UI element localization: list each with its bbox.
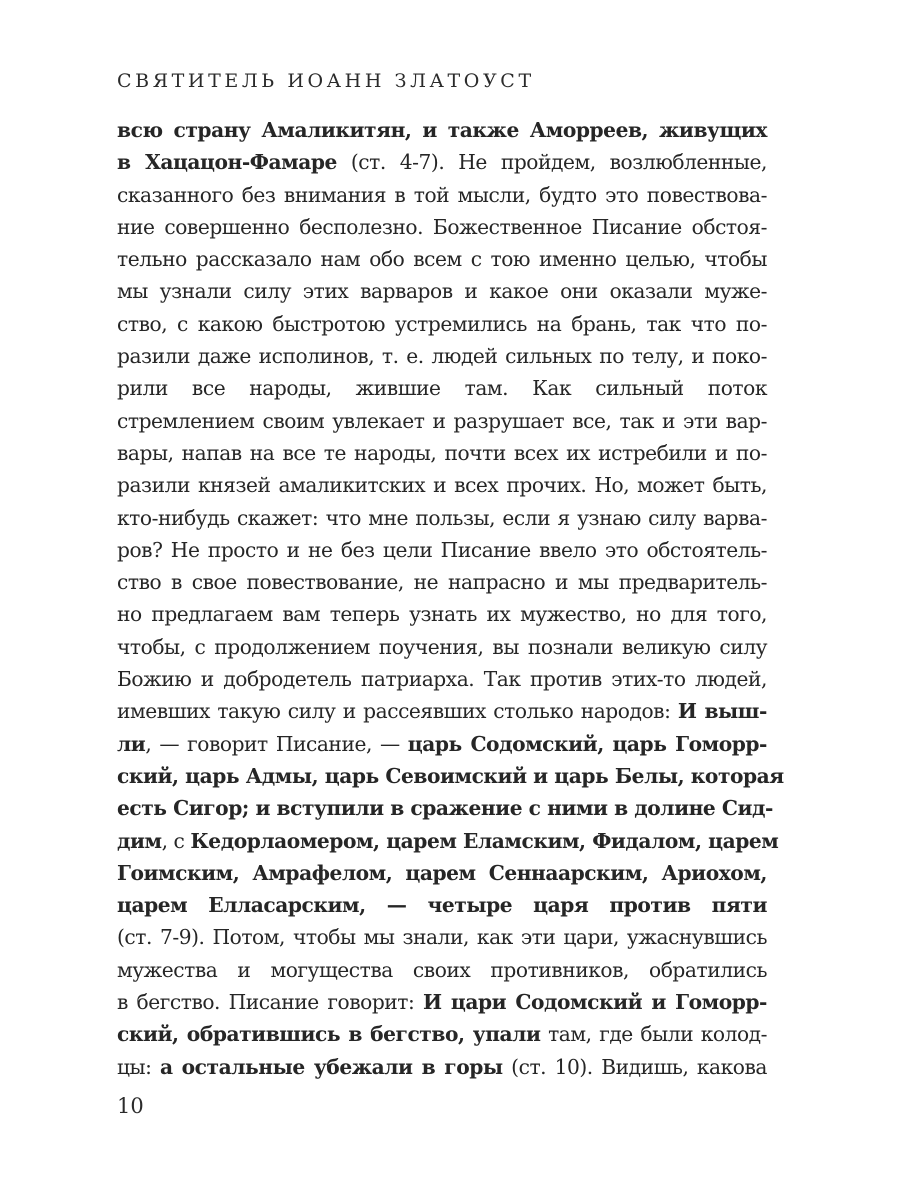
text-run: мы узнали силу этих варваров и какое они оказали муже- xyxy=(117,279,767,304)
text-line xyxy=(117,243,767,275)
text-line xyxy=(117,372,767,404)
text-line xyxy=(117,1018,767,1050)
text-run: тельно рассказало нам обо всем с тою именно целью, чтобы xyxy=(117,247,767,272)
text-run: стремлением своим увлекает и разрушает все, так и эти вар- xyxy=(117,408,767,433)
text-line xyxy=(117,760,784,792)
text-line xyxy=(117,566,767,598)
bold-scripture-quote: всю страну Амаликитян, и также Аморреев, живущих xyxy=(117,118,767,142)
text-line xyxy=(117,728,767,760)
text-run: но предлагаем вам теперь узнать их мужество, но для того, xyxy=(117,602,767,627)
text-run: Божию и добродетель патриарха. Так против этих-то людей, xyxy=(117,667,767,692)
text-run: ров? Не просто и не без цели Писание ввело это обстоятель- xyxy=(117,537,767,562)
text-line xyxy=(117,405,767,437)
text-line xyxy=(117,921,767,953)
text-run: рили все народы, жившие там. Как сильный поток xyxy=(117,376,767,401)
text-line xyxy=(117,437,767,469)
bold-scripture-quote: в Хацацон-Фамаре xyxy=(117,150,337,175)
text-line xyxy=(117,889,767,921)
text-line xyxy=(117,986,767,1018)
text-line xyxy=(117,469,767,501)
bold-scripture-quote: царем Елласарским, — четыре царя против пяти xyxy=(117,893,767,918)
text-run: кто-нибудь скажет: что мне пользы, если я узнаю силу варва- xyxy=(117,505,767,530)
text-line xyxy=(117,534,767,566)
body-text xyxy=(117,114,784,1083)
bold-scripture-quote: царь Содомский, царь Гоморр- xyxy=(407,731,767,756)
text-run: ство, с какою быстротою устремились на брань, так что по- xyxy=(117,311,767,336)
text-run: в бегство. Писание говорит: xyxy=(117,990,423,1015)
text-line xyxy=(117,502,767,534)
text-line xyxy=(117,695,767,727)
text-line xyxy=(117,598,767,630)
bold-scripture-quote: есть Сигор; и вступили в сражение с ними в долине Сид- xyxy=(117,796,773,821)
text-line xyxy=(117,825,779,857)
bold-scripture-quote: И цари Содомский и Гоморр- xyxy=(423,990,767,1015)
bold-scripture-quote: ский, обратившись в бегство, упали xyxy=(117,1022,541,1047)
text-run: , — говорит Писание, — xyxy=(145,731,408,756)
text-run: цы: xyxy=(117,1054,160,1079)
bold-scripture-quote: Кедорлаомером, царем Еламским, Фидалом, царем xyxy=(190,828,779,853)
text-line xyxy=(117,211,767,243)
text-line xyxy=(117,663,767,695)
text-run: ство в свое повествование, не напрасно и мы предваритель- xyxy=(117,570,767,595)
text-line xyxy=(117,1051,767,1083)
text-line xyxy=(117,308,767,340)
text-run: (ст. 4-7). Не пройдем, возлюбленные, xyxy=(336,150,767,175)
text-line xyxy=(117,146,767,178)
text-line xyxy=(117,275,767,307)
bold-scripture-quote: а остальные убежали в горы xyxy=(159,1054,503,1079)
text-run: там, где были колод- xyxy=(540,1022,767,1047)
text-line xyxy=(117,114,767,146)
text-run: ние совершенно бесполезно. Божественное Писание обстоя- xyxy=(117,214,767,239)
text-line xyxy=(117,179,767,211)
text-line xyxy=(117,954,767,986)
text-run: разили князей амаликитских и всех прочих. Но, может быть, xyxy=(117,473,767,498)
text-run: (ст. 10). Видишь, какова xyxy=(502,1054,768,1079)
bold-scripture-quote: ский, царь Адмы, царь Севоимский и царь Белы, которая xyxy=(117,763,784,788)
running-head: СВЯТИТЕЛЬ ИОАНН ЗЛАТОУСТ xyxy=(117,70,535,92)
text-run: вары, напав на все те народы, почти всех их истребили и по- xyxy=(117,440,767,465)
text-run: чтобы, с продолжением поучения, вы познали великую силу xyxy=(117,634,767,659)
text-line xyxy=(117,340,767,372)
text-line xyxy=(117,792,773,824)
bold-scripture-quote: дим xyxy=(117,828,162,853)
bold-scripture-quote: Гоимским, Амрафелом, царем Сеннаарским, Ариохом, xyxy=(117,860,767,885)
bold-scripture-quote: ли xyxy=(117,731,146,756)
text-run: разили даже исполинов, т. е. людей сильных по телу, и поко- xyxy=(117,344,767,369)
text-run: мужества и могущества своих противников, обратились xyxy=(117,957,767,982)
page-number: 10 xyxy=(117,1094,144,1118)
text-run: сказанного без внимания в той мысли, будто это повествова- xyxy=(117,182,767,207)
text-run: (ст. 7-9). Потом, чтобы мы знали, как эти цари, ужаснувшись xyxy=(117,925,767,950)
bold-scripture-quote: И выш- xyxy=(677,699,767,724)
text-line xyxy=(117,631,767,663)
text-line xyxy=(117,857,767,889)
text-run: , с xyxy=(161,828,191,853)
text-run: имевших такую силу и рассеявших столько народов: xyxy=(117,699,678,724)
